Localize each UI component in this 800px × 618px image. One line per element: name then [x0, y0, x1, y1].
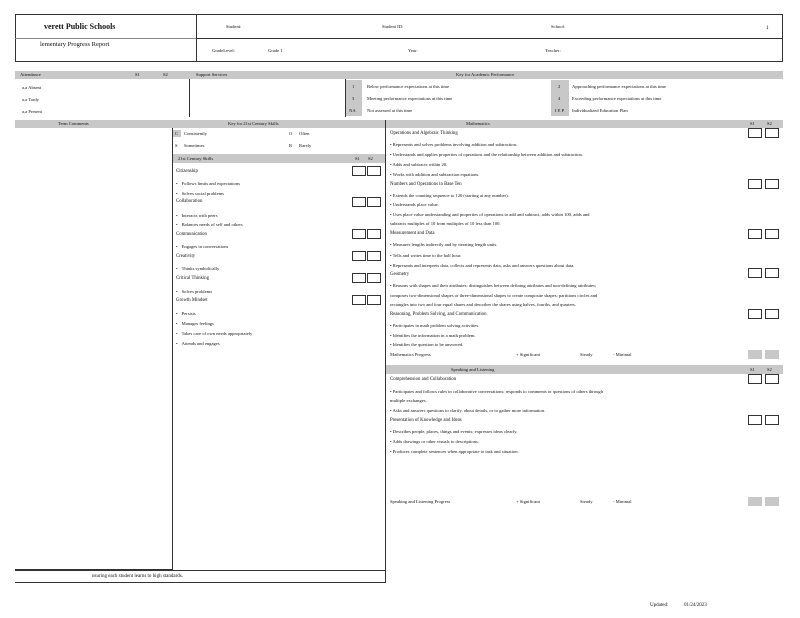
left-column-bottom	[15, 570, 385, 571]
speaking-line: multiple exchanges.	[390, 398, 427, 403]
math-line: • Uses place value understanding and properties of operations to add and subtract, adds within 100, adds and	[390, 212, 590, 217]
progress-option: + Significant	[516, 499, 540, 504]
math-line: subtracts multiples of 10 from multiples of 10 less than 100.	[390, 221, 501, 226]
speaking-s1: S1	[750, 367, 755, 372]
speaking-grade-box-s1[interactable]	[748, 374, 762, 384]
skill-item: • Balances needs of self and others	[176, 222, 243, 228]
attendance-s2: S2	[163, 72, 168, 77]
attendance-title: Attendance	[20, 72, 41, 77]
skill-grade-box-s1[interactable]	[352, 295, 366, 305]
key-code: NA	[349, 108, 356, 113]
skill-grade-box-s2[interactable]	[367, 229, 381, 239]
support-services-title: Support Services	[196, 72, 228, 77]
math-section-name: Measurement and Data	[390, 231, 435, 236]
school-label: School:	[551, 24, 566, 29]
math-line: • Represents and solves problems involving addition and subtraction.	[390, 142, 518, 147]
skill-group-name: Critical Thinking	[176, 276, 210, 281]
math-line: composes two-dimensional shapes or three-dimensional shapes to create composite shapes; partitions circles and	[390, 293, 598, 298]
key-code: 2	[558, 84, 561, 89]
key21-title: Key for 21st Century Skills	[228, 121, 279, 126]
skill-item: • Persists	[176, 311, 196, 317]
math-line: rectangles into two and four equal shares and describes the shares using halves, fourths, and quarters.	[390, 302, 576, 307]
math-line: • Participates in math problem solving activities.	[390, 323, 480, 328]
mathematics-title: Mathematics	[466, 121, 490, 126]
math-line: • Extends the counting sequence to 120 (starting at any number).	[390, 193, 509, 198]
header-divider-horizontal	[196, 38, 783, 39]
skill-item: • Follows limits and expectations	[176, 181, 240, 187]
speaking-section-name: Presentation of Knowledge and Ideas	[390, 418, 462, 423]
skill-grade-box-s2[interactable]	[367, 166, 381, 176]
math-line: • Understands and applies properties of operations and the relationship between addition and subtraction.	[390, 152, 583, 157]
center-divider	[385, 120, 386, 583]
math-progress-label: Mathematics Progress	[390, 352, 431, 357]
report-title: lementary Progress Report	[40, 41, 110, 48]
speaking-line: • Describes people, places, things and events; expresses ideas clearly.	[390, 429, 518, 434]
math-progress-box-s2[interactable]	[765, 350, 779, 359]
skill-group-name: Growth Mindset	[176, 298, 208, 303]
grade-value: Grade 1	[268, 48, 283, 53]
progress-option: + Significant	[516, 352, 540, 357]
key-academic-title: Key for Academic Performance	[456, 72, 515, 77]
math-grade-box-s2[interactable]	[765, 268, 779, 278]
skill-item: • Interacts with peers	[176, 213, 218, 219]
key-text: Exceeding performance expectations at this time	[572, 96, 662, 101]
key21-code: R	[289, 143, 293, 148]
key-code: I E P	[555, 108, 565, 113]
skill-group-name: Collaboration	[176, 199, 203, 204]
key-text: Not assessed at this time	[367, 108, 413, 113]
speaking-line: • Asks and answers questions to clarify, about details, or to gather more information.	[390, 408, 546, 413]
attendance-row: a,a Tardy	[22, 97, 39, 102]
attendance-s1: S1	[135, 72, 140, 77]
speaking-line: • Produces complete sentences when appropriate to task and situation.	[390, 449, 519, 454]
math-section-name: Operations and Algebraic Thinking	[390, 131, 458, 136]
math-line: • Adds and subtracts within 20.	[390, 162, 448, 167]
student-label: Student:	[226, 24, 242, 29]
math-section-name: Geometry	[390, 272, 410, 277]
math-section-name: Numbers and Operations in Base Ten	[390, 182, 462, 187]
math-grade-box-s1[interactable]	[748, 309, 762, 319]
skill-grade-box-s2[interactable]	[367, 295, 381, 305]
key21-code: S	[175, 143, 178, 148]
math-grade-box-s1[interactable]	[748, 128, 762, 138]
skill-group-name: Citizenship	[176, 169, 198, 174]
math-line: • Measures lengths indirectly and by iterating length units.	[390, 242, 498, 247]
progress-option: - Minimal	[613, 499, 632, 504]
skill-grade-box-s1[interactable]	[352, 197, 366, 207]
skills21-title: 21st Century Skills	[178, 156, 214, 161]
speaking-section-name: Comprehension and Collaboration	[390, 377, 457, 382]
skill-grade-box-s1[interactable]	[352, 273, 366, 283]
key21-text: Consistently	[184, 131, 207, 136]
speaking-grade-box-s2[interactable]	[765, 415, 779, 425]
skill-grade-box-s1[interactable]	[352, 251, 366, 261]
student-id-label: Student ID:	[382, 24, 404, 29]
skill-grade-box-s1[interactable]	[352, 166, 366, 176]
skills21-s2: S2	[368, 156, 373, 161]
skill-grade-box-s1[interactable]	[352, 229, 366, 239]
key21-text: Often	[299, 131, 310, 136]
skill-item: • Attends and engages	[176, 341, 220, 347]
math-grade-box-s1[interactable]	[748, 229, 762, 239]
math-line: • Reasons with shapes and their attributes: distinguishes between defining attributes and non-defining attributes;	[390, 283, 597, 288]
key-text: Meeting performance expectations at this time	[367, 96, 453, 101]
speaking-line: • Participates and follows rules in collaborative conversations; responds to comments or questions of others through	[390, 389, 604, 394]
math-section-name: Reasoning, Problem Solving, and Communication	[390, 312, 487, 317]
skill-item: • Solves problems	[176, 289, 212, 295]
left-column-outer-bottom	[15, 582, 385, 583]
skill-grade-box-s2[interactable]	[367, 197, 381, 207]
key-code: 4	[558, 96, 561, 101]
speaking-progress-box-s1[interactable]	[748, 497, 762, 506]
updated-date: 01/24/2023	[684, 603, 707, 608]
math-line: • Understands place value.	[390, 202, 439, 207]
speaking-progress-label: Speaking and Listening Progress	[390, 499, 451, 504]
math-line: • Identifies the information in a math problem.	[390, 333, 476, 338]
skills21-s1: S1	[355, 156, 360, 161]
key-text: Approaching performance expectations at this time	[572, 84, 667, 89]
grade-level-label: GradeLevel:	[212, 48, 235, 53]
math-line: • Works with addition and subtraction equations.	[390, 172, 480, 177]
term-comments-area[interactable]	[15, 128, 173, 570]
math-line: • Identifies the question to be answered.	[390, 342, 464, 347]
speaking-line: • Adds drawings or other visuals to descriptions.	[390, 439, 479, 444]
skill-item: • Solves social problems	[176, 191, 224, 197]
skill-grade-box-s2[interactable]	[367, 273, 381, 283]
skill-group-name: Communication	[176, 232, 207, 237]
skill-item: • Takes care of own needs appropriately	[176, 331, 252, 337]
speaking-grade-box-s1[interactable]	[748, 415, 762, 425]
attendance-row: a,a Present	[22, 109, 42, 114]
header-divider-left	[15, 38, 196, 39]
math-grade-box-s2[interactable]	[765, 179, 779, 189]
key-text: Individualized Education Plan	[572, 108, 628, 113]
skill-item: • Engages in conversations	[176, 244, 228, 250]
math-progress-box-s1[interactable]	[748, 350, 762, 359]
speaking-grade-box-s2[interactable]	[765, 374, 779, 384]
math-grade-box-s2[interactable]	[765, 309, 779, 319]
page-number: 1	[766, 25, 769, 31]
skill-item: • Manages feelings	[176, 321, 214, 327]
speaking-title: Speaking and Listening	[451, 367, 495, 372]
school-name: verett Public Schools	[44, 22, 116, 31]
skill-item: • Thinks symbolically	[176, 266, 219, 272]
mathematics-s2: S2	[767, 121, 772, 126]
key-code: 1	[352, 84, 355, 89]
updated-label: Updated:	[650, 603, 669, 608]
math-line: • Tells and writes time to the half hour.	[390, 253, 462, 258]
footer-motto: nsuring each student learns to high standards.	[92, 574, 183, 579]
key21-text: Sometimes	[184, 143, 205, 148]
math-grade-box-s2[interactable]	[765, 128, 779, 138]
speaking-progress-box-s2[interactable]	[765, 497, 779, 506]
math-line: • Represents and interprets data, collects and represents data, asks and answers questions about data.	[390, 263, 575, 268]
math-grade-box-s1[interactable]	[748, 268, 762, 278]
key21-text: Rarely	[299, 143, 312, 148]
math-grade-box-s1[interactable]	[748, 179, 762, 189]
progress-option: Steady	[580, 352, 593, 357]
key21-code: C	[175, 131, 179, 136]
key-code: 3	[352, 96, 355, 101]
attendance-row: a,a Absent	[22, 85, 42, 90]
key-text: Below performance expectations at this time	[367, 84, 450, 89]
key21-code: O	[289, 131, 293, 136]
skill-grade-box-s2[interactable]	[367, 251, 381, 261]
mathematics-header	[386, 120, 783, 128]
math-grade-box-s2[interactable]	[765, 229, 779, 239]
progress-option: Steady	[580, 499, 593, 504]
speaking-header	[386, 365, 783, 374]
speaking-s2: S2	[767, 367, 772, 372]
teacher-label: Teacher:	[545, 48, 561, 53]
top-section-bar	[15, 71, 783, 79]
term-comments-title: Term Comments	[58, 121, 89, 126]
year-label: Year:	[408, 48, 418, 53]
attendance-divider	[189, 79, 190, 117]
progress-option: - Minimal	[613, 352, 632, 357]
skill-group-name: Creativity	[176, 254, 196, 259]
mathematics-s1: S1	[750, 121, 755, 126]
